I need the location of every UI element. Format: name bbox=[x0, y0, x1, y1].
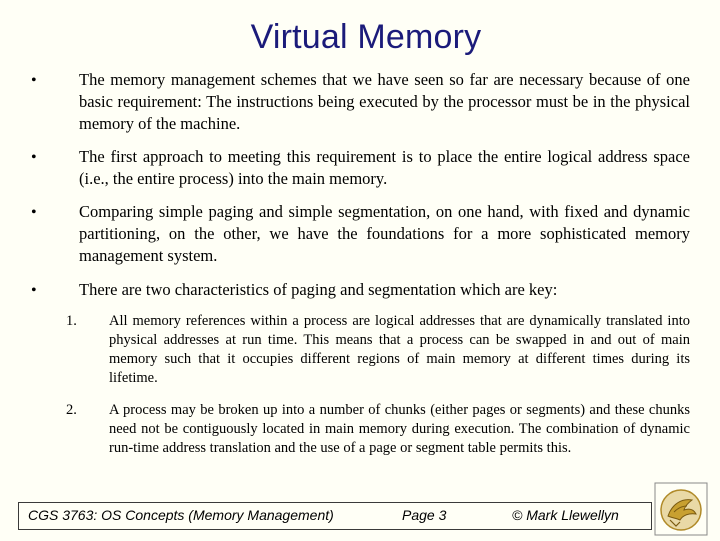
bullet-marker: • bbox=[31, 72, 37, 89]
footer bbox=[0, 490, 720, 540]
bullet-marker: • bbox=[31, 204, 37, 221]
bullet-text: The first approach to meeting this requirement is to place the entire logical address space (i.e., the entire process) into the main memory. bbox=[79, 147, 690, 188]
slide-title: Virtual Memory bbox=[250, 18, 482, 56]
bullet-marker: • bbox=[31, 149, 37, 166]
numbered-text: A process may be broken up into a number of chunks (either pages or segments) and these chunks need not be contiguously located in main memory during execution. The combination of dynamic run-time address translation and the use of a page or segment table permits this. bbox=[109, 402, 690, 456]
ucf-pegasus-logo-icon bbox=[654, 482, 708, 536]
footer-page-number: Page 3 bbox=[402, 507, 447, 523]
bullet-text: There are two characteristics of paging and segmentation which are key: bbox=[79, 280, 558, 299]
numbered-text: All memory references within a process are logical addresses that are dynamically translated into physical addresses at run time. This means that a process can be swapped in and out of main memory such that it occupies different regions of main memory at different times during its lifetime. bbox=[109, 313, 690, 386]
footer-author: © Mark Llewellyn bbox=[512, 507, 619, 523]
numbered-marker: 1. bbox=[66, 313, 77, 329]
bullet-text: The memory management schemes that we have seen so far are necessary because of one basic requirement: The instructions being executed by the processor must be in the physical memory of the machine. bbox=[79, 70, 690, 133]
footer-course: CGS 3763: OS Concepts (Memory Management) bbox=[28, 507, 334, 523]
bullet-marker: • bbox=[31, 282, 37, 299]
bullet-text: Comparing simple paging and simple segmentation, on one hand, with fixed and dynamic partitioning, on the other, we have the foundations for a more sophisticated memory management system. bbox=[79, 202, 690, 265]
numbered-marker: 2. bbox=[66, 402, 77, 418]
